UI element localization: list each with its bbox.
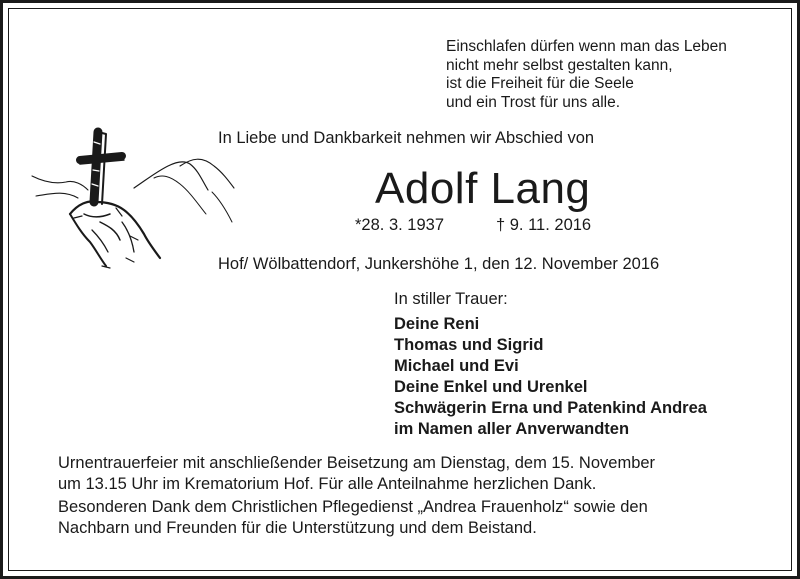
death-date: † 9. 11. 2016 <box>496 216 592 234</box>
service-line: Urnentrauerfeier mit anschließender Beisetzung am Dienstag, dem 15. November <box>58 454 656 472</box>
mourner-name: im Namen aller Anverwandten <box>394 420 630 438</box>
mourning-label: In stiller Trauer: <box>394 290 508 308</box>
mourners-list <box>394 314 707 440</box>
poem-line: ist die Freiheit für die Seele <box>446 75 634 92</box>
mourner-name: Michael und Evi <box>394 357 519 375</box>
poem-line: und ein Trost für uns alle. <box>446 93 621 111</box>
service-line: um 13.15 Uhr im Krematorium Hof. Für alle Anteilnahme herzlichen Dank. <box>58 475 597 493</box>
thanks-line: Nachbarn und Freunden für die Unterstützung und dem Beistand. <box>58 519 537 537</box>
service-paragraph <box>58 453 655 495</box>
thanks-line: Besonderen Dank dem Christlichen Pflegedienst „Andrea Frauenholz“ sowie den <box>58 498 648 516</box>
poem-line: Einschlafen dürfen wenn man das Leben <box>446 38 727 55</box>
thanks-paragraph <box>58 497 648 539</box>
mourner-name: Deine Enkel und Urenkel <box>394 378 588 396</box>
intro-text: In Liebe und Dankbarkeit nehmen wir Abschied von <box>218 129 595 147</box>
poem <box>446 38 727 112</box>
poem-line: nicht mehr selbst gestalten kann, <box>446 56 673 74</box>
place-and-date: Hof/ Wölbattendorf, Junkershöhe 1, den 12. November 2016 <box>218 255 660 273</box>
mourner-name: Thomas und Sigrid <box>394 336 544 354</box>
deceased-name: Adolf Lang <box>375 164 591 213</box>
mountain-cross-icon <box>30 118 240 273</box>
birth-date: *28. 3. 1937 <box>355 216 444 234</box>
mourner-name: Deine Reni <box>394 315 480 333</box>
mourner-name: Schwägerin Erna und Patenkind Andrea <box>394 399 707 417</box>
